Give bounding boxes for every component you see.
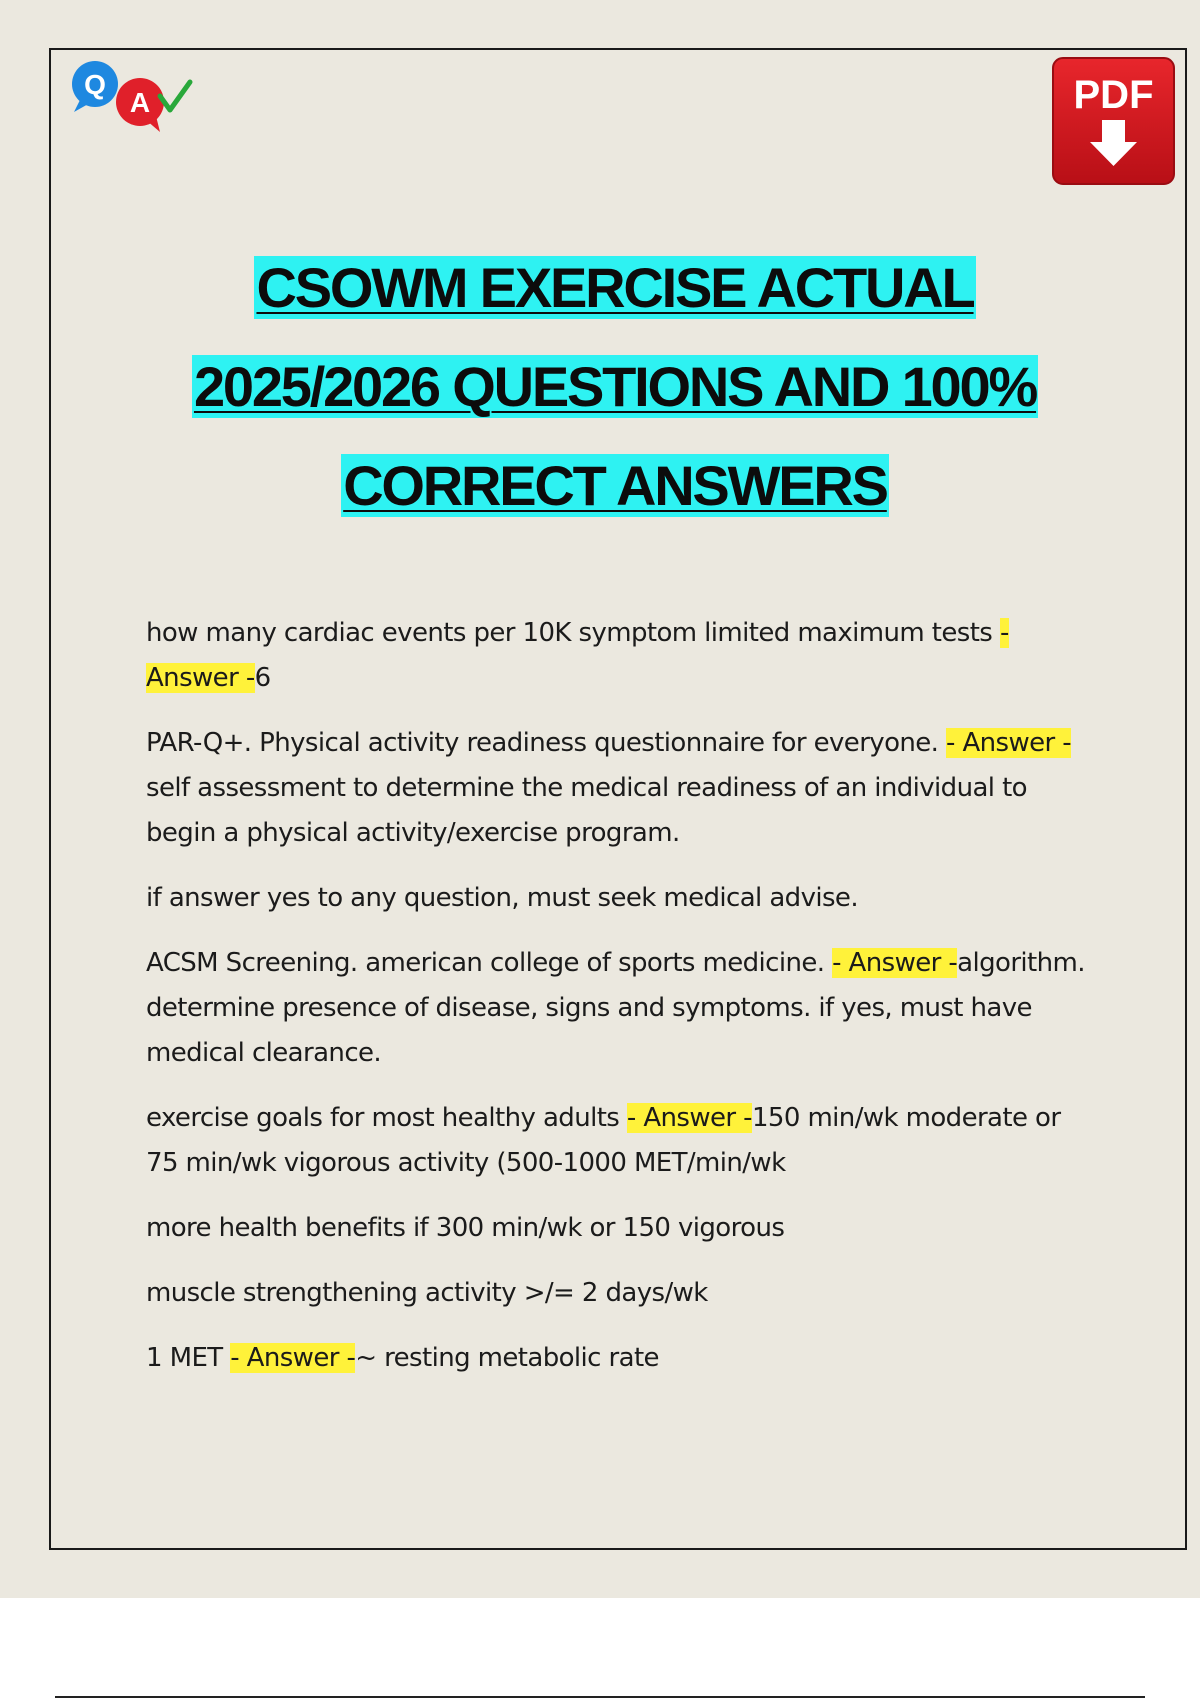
question-text: ACSM Screening. american college of sports medicine. — [146, 948, 833, 978]
qa-item — [146, 941, 1096, 1076]
question-text: muscle strengthening activity >/= 2 days/wk — [146, 1278, 708, 1308]
question-text: how many cardiac events per 10K symptom limited maximum tests — [146, 618, 1000, 648]
question-text: 1 MET — [146, 1343, 231, 1373]
qa-item — [146, 721, 1096, 856]
answer-text: 150 min/wk moderate or 75 min/wk vigorous activity (500-1000 MET/min/wk — [146, 1103, 1061, 1178]
qa-item — [146, 876, 1096, 921]
answer-marker: - Answer - — [626, 1103, 752, 1133]
answer-marker: - Answer - — [146, 618, 1009, 693]
logo-q-letter: Q — [84, 69, 106, 100]
answer-text: ~ resting metabolic rate — [355, 1343, 659, 1373]
qa-item — [146, 1336, 1096, 1381]
question-text: more health benefits if 300 min/wk or 150 vigorous — [146, 1213, 785, 1243]
answer-marker: - Answer - — [946, 728, 1072, 758]
qa-item — [146, 611, 1096, 701]
document-title — [100, 238, 1130, 535]
question-text: exercise goals for most healthy adults — [146, 1103, 627, 1133]
qa-logo-icon — [68, 56, 198, 136]
title-line: CORRECT ANSWERS — [343, 454, 887, 517]
answer-marker: - Answer - — [832, 948, 958, 978]
answer-text: algorithm. determine presence of disease, signs and symptoms. if yes, must have medical clearance. — [146, 948, 1085, 1068]
logo-a-letter: A — [129, 87, 151, 118]
footer-divider — [55, 1696, 1145, 1698]
qa-content — [146, 611, 1096, 1401]
qa-item — [146, 1096, 1096, 1186]
answer-text: 6 — [254, 663, 271, 693]
question-text: if answer yes to any question, must seek medical advise. — [146, 883, 858, 913]
title-line: CSOWM EXERCISE ACTUAL — [256, 256, 974, 319]
title-line: 2025/2026 QUESTIONS AND 100% — [193, 355, 1037, 418]
question-text: PAR-Q+. Physical activity readiness questionnaire for everyone. — [146, 728, 946, 758]
pdf-label: PDF — [1073, 73, 1154, 117]
qa-item — [146, 1271, 1096, 1316]
answer-text: self assessment to determine the medical readiness of an individual to begin a physical activity/exercise program. — [146, 773, 1027, 848]
qa-item — [146, 1206, 1096, 1251]
pdf-download-icon[interactable] — [1051, 56, 1176, 186]
answer-marker: - Answer - — [230, 1343, 356, 1373]
